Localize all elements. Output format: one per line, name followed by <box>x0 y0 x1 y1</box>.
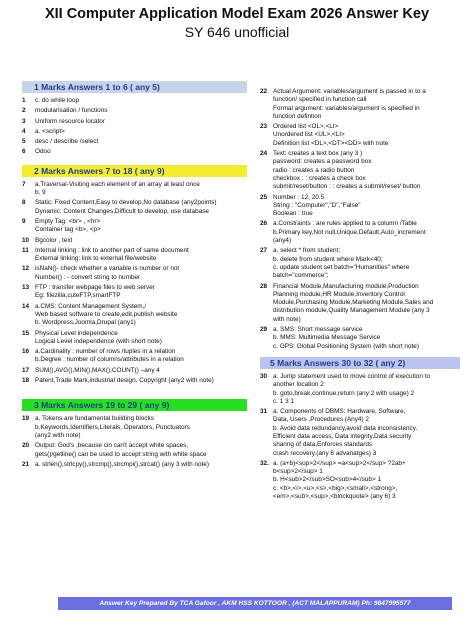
answer-line: password: creates a password box <box>273 158 372 166</box>
answer-line: function/ specified in function call <box>273 96 367 104</box>
left-column <box>22 78 247 471</box>
answer-line: gets()/getline() can be used to accept string with white space <box>35 450 207 458</box>
answer-line: Bgcolor , text <box>35 236 73 244</box>
answer-item <box>260 408 460 458</box>
answer-line: Boolean : true <box>273 210 313 218</box>
answer-item <box>22 377 247 385</box>
answer-line: b. delete from student where Mark<40; <box>273 255 383 263</box>
answer-line: Definition list <DL>,<DT><DD> with note <box>273 139 389 147</box>
answer-item <box>260 123 460 148</box>
answer-line: a.Cardinality : number of rows /tuples in a relation <box>35 348 176 356</box>
question-number: 10 <box>22 236 30 244</box>
answers-22-29 <box>260 88 460 351</box>
answer-line: Financial Module,Manufacturing module,Production <box>273 282 419 290</box>
question-number: 9 <box>22 217 26 225</box>
section-header-2-marks: 2 Marks Answers 7 to 18 ( any 9) <box>22 165 247 177</box>
answer-line: Patent,Trade Mark,industrial design, Copyright (any2 with note) <box>35 377 214 385</box>
answer-item <box>22 461 247 469</box>
answer-item <box>22 199 247 216</box>
answer-line: a. select * from student; <box>273 247 341 255</box>
answer-item <box>260 326 460 351</box>
question-number: 16 <box>22 348 30 356</box>
section-header-3-marks: 3 Marks Answers 19 to 29 ( any 9) <box>22 399 247 411</box>
answer-line: b. Wordpress,Joomla,Drupal (any1) <box>35 319 136 327</box>
question-number: 6 <box>22 148 26 156</box>
question-number: 27 <box>260 247 268 255</box>
answer-line: a. strlen(),strlcpy(),strcmp(),strcmpi(),strcat() (any 3 with note) <box>35 460 209 468</box>
answer-item <box>22 367 247 375</box>
answer-item <box>22 247 247 264</box>
answer-line: Container tag <b>, <p> <box>35 226 101 234</box>
answer-line: desc / describe /select <box>35 138 99 146</box>
answer-item <box>260 247 460 280</box>
answer-line: Eg: filezilla,cuteFTP,smartFTP <box>35 292 121 300</box>
footer-credit: Answer Key Prepared By TCA Gafoor , AKM HSS KOTTOOR , (ACT MALAPPURAM) Ph: 9847995577 <box>58 597 452 610</box>
answer-line: b.Degree : number of columns/attributes in a relation <box>35 356 184 364</box>
answer-line: Internal linking : link to another part of same document <box>35 246 189 254</box>
answer-line: a. Components of DBMS: Hardware, Software, <box>273 408 406 416</box>
answer-line: a. <script> <box>35 127 65 135</box>
answer-line: checkbox : : creates a check box <box>273 174 366 182</box>
answer-line: a.Constraints : are rules applied to a column /Table <box>273 220 417 228</box>
answer-item <box>260 283 460 324</box>
question-number: 15 <box>22 329 30 337</box>
answer-line: External linking: link to external file/website <box>35 255 157 263</box>
answer-line: <em>,<sub>,<sup>,<blockquote> (any 6) 3 <box>273 493 396 501</box>
question-number: 32. <box>260 459 269 467</box>
answer-line: Module,Purchasing Module,Marketing Module,Sales and <box>273 299 434 307</box>
question-number: 3 <box>22 117 26 125</box>
answers-7-18 <box>22 181 247 386</box>
answer-line: b<sup>2</sup> 1 <box>273 468 323 476</box>
answer-line: a. (a+b)<sup>2</sup> =a<sup>2</sup> ?2ab+ <box>273 459 406 467</box>
answer-line: Empty Tag: <br> , <hr> <box>35 217 101 225</box>
answer-line: isNaN()- check whether a variable is number or not <box>35 265 180 273</box>
answer-line: Actual Argument: variables/argument is passed in to a <box>273 88 426 95</box>
answer-line: FTP : transfer webpage files to web server <box>35 284 155 292</box>
question-number: 30 <box>260 372 268 380</box>
answer-item <box>22 237 247 245</box>
question-number: 12 <box>22 265 30 273</box>
answer-item <box>22 415 247 440</box>
answer-item <box>260 220 460 245</box>
question-number: 2 <box>22 107 26 115</box>
question-number: 31 <box>260 408 268 416</box>
answer-line: Dynamic: Content Changes,Difficult to develop, use database <box>35 207 209 215</box>
answer-line: Number : 12, 20.5 <box>273 193 325 201</box>
answer-item <box>22 148 247 156</box>
answer-line: b. goto,break,continue,return (any 2 with usage) 2 <box>273 389 415 397</box>
question-number: 1 <box>22 97 26 104</box>
answer-line: crash recovery.(any 6 advanatges) 3 <box>273 449 377 457</box>
answer-line: a.Traversal-Visiting each element of an array at least once <box>35 180 200 188</box>
answer-item <box>22 128 247 136</box>
answer-line: distribution module,Quality Management Module (any 3 <box>273 307 430 315</box>
answer-line: Planning module,HR Module,Inventory Control <box>273 290 405 298</box>
answers-30-32 <box>260 373 460 501</box>
question-number: 21 <box>22 460 30 468</box>
question-number: 23 <box>260 123 268 131</box>
answers-1-6 <box>22 97 247 157</box>
answer-line: c. 1 3 1 <box>273 397 294 405</box>
answer-item <box>22 138 247 146</box>
question-number: 5 <box>22 138 26 146</box>
answer-item <box>22 218 247 235</box>
answer-line: b.Primary key,Not null,Unique,Default,Auto_increment <box>273 228 426 236</box>
section-header-1-mark: 1 Marks Answers 1 to 6 ( any 5) <box>22 81 247 93</box>
answer-line: Text: creates a text box (any 3 ) <box>273 150 363 158</box>
answer-line: b. Avoid data redundancy,avoid data inconsistency. <box>273 424 418 432</box>
answer-item <box>260 194 460 219</box>
question-number: 14 <box>22 302 30 310</box>
answer-line: modularisation / functions <box>35 107 108 115</box>
answer-item <box>22 181 247 198</box>
answer-item <box>22 303 247 328</box>
question-number: 25 <box>260 193 268 201</box>
page-subtitle: SY 646 unofficial <box>184 24 290 40</box>
question-number: 20 <box>22 442 30 450</box>
question-number: 24 <box>260 150 268 158</box>
question-number: 29 <box>260 326 268 334</box>
question-number: 28 <box>260 282 268 290</box>
answer-line: Ordered list <OL>,<LI> <box>273 123 339 131</box>
answer-line: batch="commerce"; <box>273 272 329 280</box>
answer-line: b. 9 <box>35 189 46 197</box>
answer-line: b. MMS: Multimedia Message Service <box>273 334 381 342</box>
question-number: 13 <box>22 284 30 292</box>
answer-line: Logical Level independence (with short note) <box>35 337 162 345</box>
answer-item <box>22 97 247 105</box>
answers-19-21 <box>22 415 247 469</box>
answer-item <box>260 150 460 191</box>
answer-line: a. Tokens are fundamental building blocks <box>35 415 154 423</box>
answer-line: radio : creates a radio button <box>273 166 355 174</box>
page-title: XII Computer Application Model Exam 2026 Answer Key <box>44 6 430 22</box>
question-number: 8 <box>22 199 26 207</box>
answer-line: a.CMS: Content Management System,/ <box>35 302 147 310</box>
question-number: 26 <box>260 220 268 228</box>
question-number: 4 <box>22 127 26 135</box>
answer-line: c. <b>,<i>,<u>,<s>,<big>,<small>,<strong>, <box>273 484 398 492</box>
answer-item <box>22 265 247 282</box>
right-column <box>260 88 460 503</box>
answer-line: a. SMS: Short message service <box>273 326 363 334</box>
answer-line: Efficient data access, Data integrity,Data security <box>273 432 412 440</box>
answer-line: a. Jump statement used to move control of execution to <box>273 372 431 380</box>
answer-line: Web based software to create,edit,publish website <box>35 310 178 318</box>
answer-line: with note) <box>273 315 301 323</box>
answer-line: c. update student set batch="Humanities" where <box>273 263 410 271</box>
answer-line: Uniform resource locator <box>35 117 105 125</box>
answer-line: Number() : - convert string to number <box>35 273 141 281</box>
answer-line: Output: God's ,because cin can't accept white spaces, <box>35 442 189 450</box>
answer-line: Static: Fixed Content,Easy to develop,No database (any2points) <box>35 199 217 207</box>
answer-line: c. do while loop <box>35 97 80 104</box>
answer-line: sharing of data,Enforces standards <box>273 441 373 449</box>
answer-item <box>22 348 247 365</box>
answer-line: another location 2 <box>273 381 324 389</box>
answer-item <box>22 442 247 459</box>
answer-line: b. H<sub>2</sub>SO<sub>4</sub> 1 <box>273 476 382 484</box>
answer-line: Unordered list <UL>,<LI> <box>273 131 345 139</box>
question-number: 7 <box>22 180 26 188</box>
section-header-5-marks: 5 Marks Answers 30 to 32 ( any 2) <box>260 357 460 369</box>
question-number: 19 <box>22 415 30 423</box>
question-number: 11 <box>22 246 29 254</box>
answer-item <box>260 373 460 406</box>
answer-line: c. GPS: Global Positioning System (with short note) <box>273 342 419 350</box>
answer-line: b.Keywords,Identifiers,Literals, Operators, Punctuators <box>35 423 190 431</box>
answer-item <box>22 284 247 301</box>
answer-line: Formal argument: variables/argument is specified in <box>273 104 420 112</box>
question-number: 17 <box>22 366 30 374</box>
answer-line: (any4) <box>273 237 292 245</box>
answer-item <box>260 460 460 501</box>
answer-line: Data, Users ,Procedures (Any4) 2 <box>273 416 369 424</box>
answer-line: Odoo <box>35 148 51 156</box>
question-number: 22 <box>260 88 268 95</box>
answer-item <box>22 107 247 115</box>
answer-item <box>260 88 460 121</box>
answer-line: SUM(),AVG(),MIN(),MAX(),COUNT() –any 4 <box>35 366 160 374</box>
answer-item <box>22 330 247 347</box>
answer-line: String : "Computer","D","False" <box>273 201 361 209</box>
answer-line: function defintion <box>273 112 322 120</box>
answer-line: Physical Level independence <box>35 329 118 337</box>
answer-line: submit/reset/button : : creates a submit/reset/ button <box>273 183 421 191</box>
question-number: 18 <box>22 377 30 385</box>
answer-item <box>22 118 247 126</box>
answer-line: (any2 with note) <box>35 431 81 439</box>
